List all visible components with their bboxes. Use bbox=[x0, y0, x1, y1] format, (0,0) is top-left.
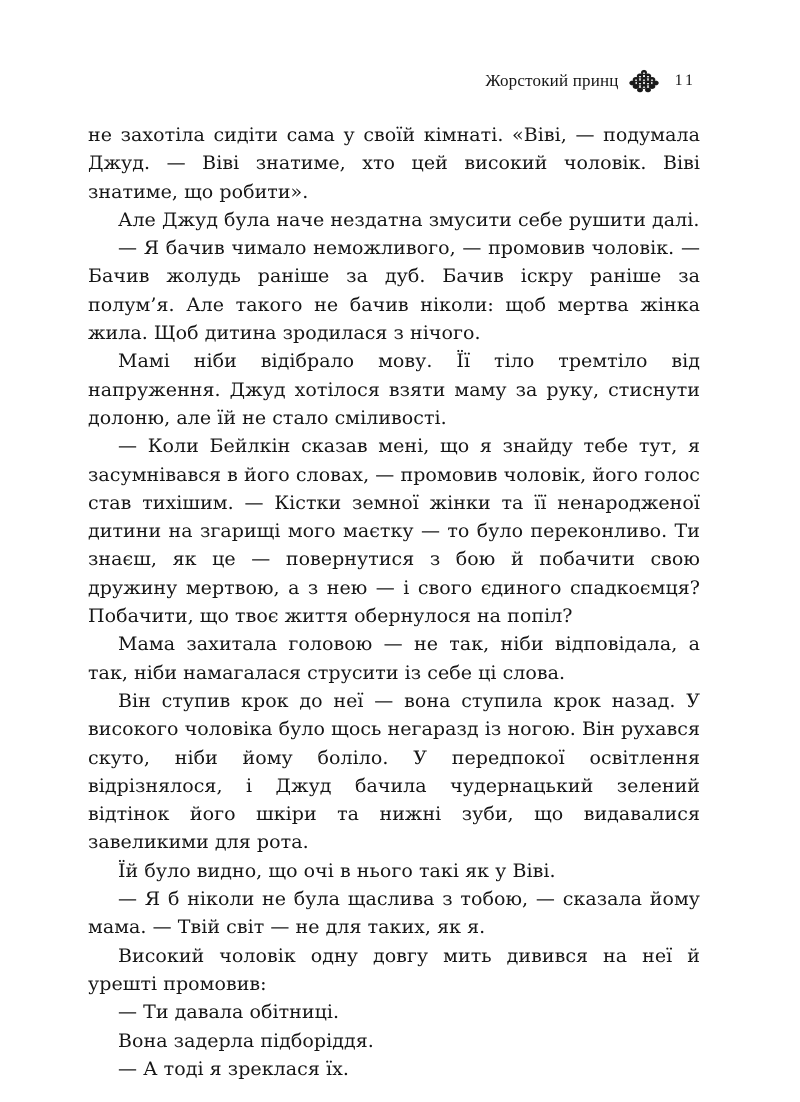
running-head bbox=[485, 68, 696, 94]
pine-cone-icon bbox=[627, 68, 661, 94]
book-title: Жорстокий принц bbox=[485, 71, 619, 90]
paragraph: Мама захитала головою — не так, ніби відповідала, а так, ніби намагалася струсити із себе ці слова. bbox=[88, 633, 700, 684]
paragraph: Високий чоловік одну довгу мить дивився на неї й урешті промовив: bbox=[88, 944, 700, 995]
paragraph: Їй було видно, що очі в нього такі як у Віві. bbox=[118, 859, 556, 882]
paragraph: — Я б ніколи не була щаслива з тобою, — сказала йому мама. — Твій світ — не для таких, як я. bbox=[88, 888, 700, 939]
page-number: 11 bbox=[674, 72, 696, 89]
paragraph: Вона задерла підборіддя. bbox=[118, 1029, 374, 1052]
paragraph: — Ти давала обітниці. bbox=[118, 1001, 340, 1024]
paragraph: не захотіла сидіти сама у своїй кімнаті. «Віві, — подумала Джуд. — Віві знатиме, хто цей високий чоловік. Віві знатиме, що робити». bbox=[88, 124, 700, 203]
paragraph: Він ступив крок до неї — вона ступила крок назад. У високого чоловіка було щось негаразд із ногою. Він рухався скуто, ніби йому боліло. У передпокої освітлення відрізнялося, і Джуд бачила чудернацький зелений відтінок його шкіри та нижні зуби, що видавалися завеликими для рота. bbox=[88, 689, 700, 854]
paragraph: — А тоді я зреклася їх. bbox=[118, 1057, 349, 1080]
paragraph: Але Джуд була наче нездатна змусити себе рушити далі. bbox=[118, 208, 700, 231]
paragraph: Мамі ніби відібрало мову. Її тіло тремтіло від напруження. Джуд хотілося взяти маму за руку, стиснути долоню, але їй не стало сміливості. bbox=[88, 350, 700, 429]
paragraph: — Я бачив чимало неможливого, — промовив чоловік. — Бачив жолудь раніше за дуб. Бачив іскру раніше за полум’я. Але такого не бачив ніколи: щоб мертва жінка жила. Щоб дитина зродилася з нічого. bbox=[88, 237, 700, 345]
paragraph: — Коли Бейлкін сказав мені, що я знайду тебе тут, я засумнівався в його словах, — промовив чоловік, його голос став тихішим. — Кістки земної жінки та її ненародженої дитини на згарищі мого маєтку — то було переконливо. Ти знаєш, як це — повернутися з бою й побачити свою дружину мертвою, а з нею — і свого єдиного спадкоємця? Побачити, що твоє життя обернулося на попіл? bbox=[88, 435, 700, 628]
body-text bbox=[88, 121, 700, 1083]
